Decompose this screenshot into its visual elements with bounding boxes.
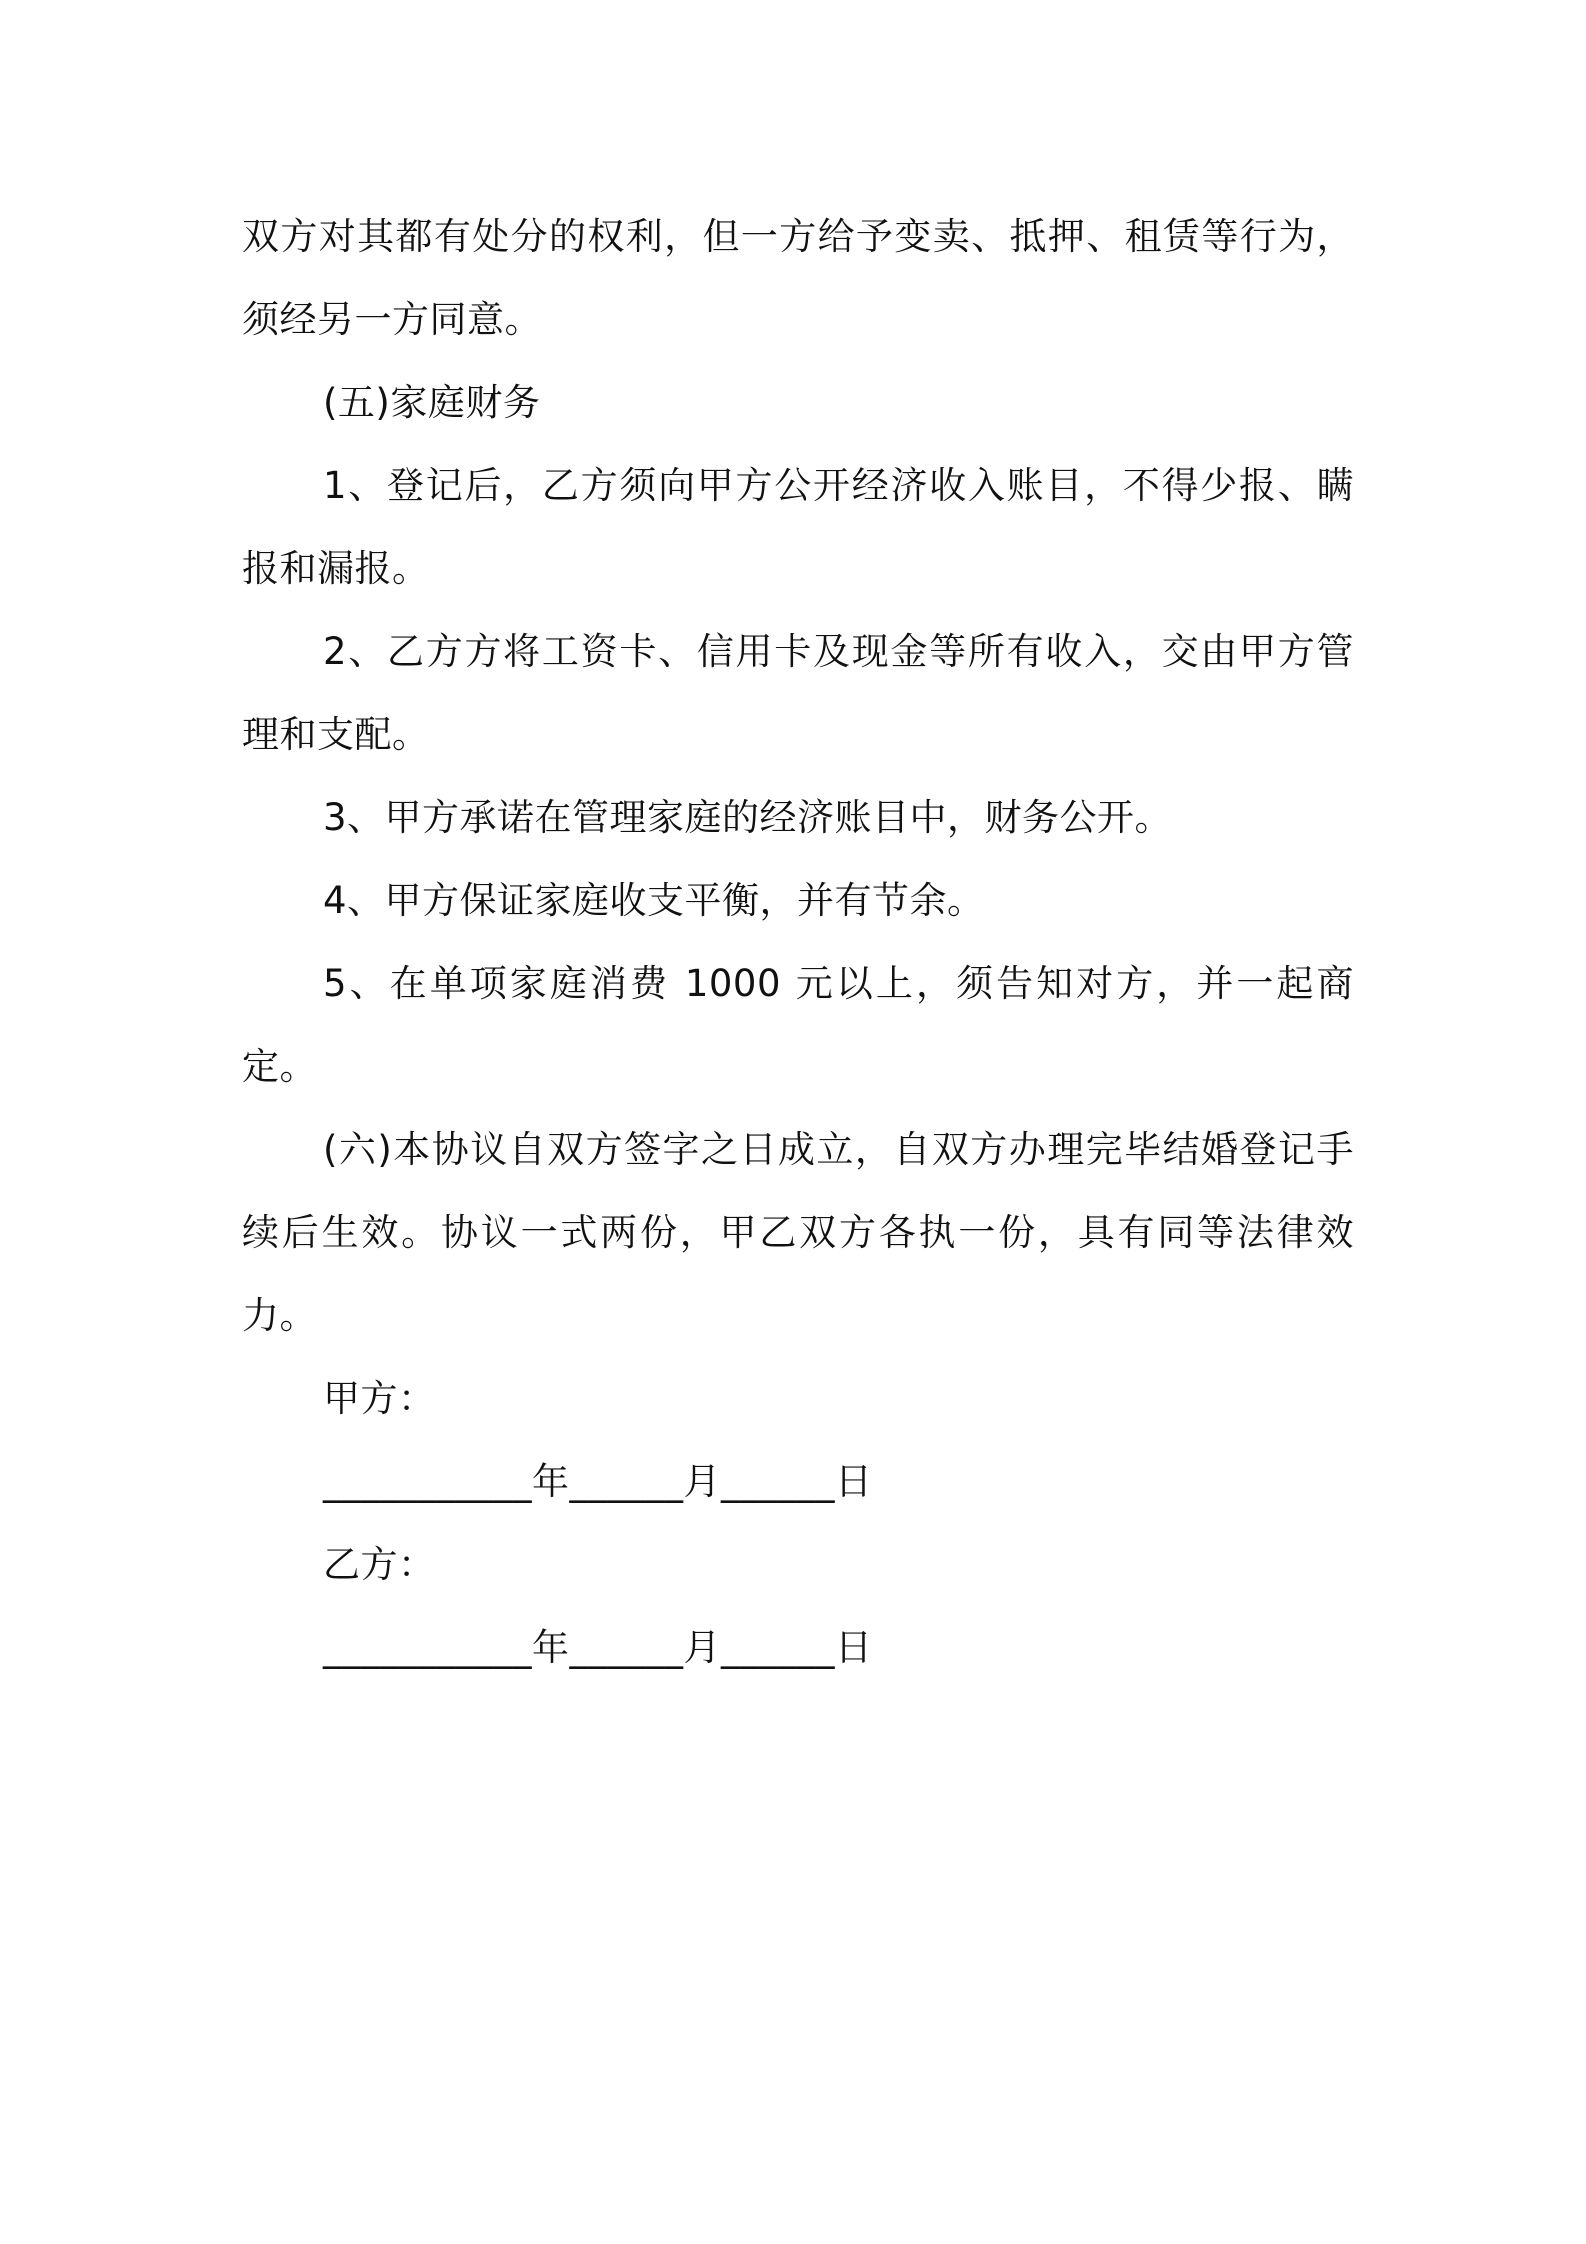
party-b-date-line: ___________年______月______日 [323, 1626, 873, 1669]
party-b-label: 乙方： [323, 1543, 436, 1586]
clause-4-budget-balance: 4、甲方保证家庭收支平衡，并有节余。 [323, 879, 985, 922]
clause-5-large-expense: 5、在单项家庭消费 1000 元以上，须告知对方，并一起商定。 [242, 962, 1354, 1088]
document-body [242, 195, 1354, 1689]
clause-3-financial-transparency: 3、甲方承诺在管理家庭的经济账目中，财务公开。 [323, 796, 1173, 839]
party-a-date-line: ___________年______月______日 [323, 1460, 873, 1503]
section-heading-family-finance: (五)家庭财务 [323, 381, 541, 424]
paragraph-property-disposal: 双方对其都有处分的权利，但一方给予变卖、抵押、租赁等行为，须经另一方同意。 [242, 215, 1354, 341]
clause-1-income-disclosure: 1、登记后，乙方须向甲方公开经济收入账目，不得少报、瞒报和漏报。 [242, 464, 1354, 590]
section-six-effectiveness: (六)本协议自双方签字之日成立，自双方办理完毕结婚登记手续后生效。协议一式两份，甲乙双方各执一份，具有同等法律效力。 [242, 1128, 1354, 1337]
clause-2-income-management: 2、乙方方将工资卡、信用卡及现金等所有收入，交由甲方管理和支配。 [242, 630, 1354, 756]
party-a-label: 甲方： [323, 1377, 436, 1420]
